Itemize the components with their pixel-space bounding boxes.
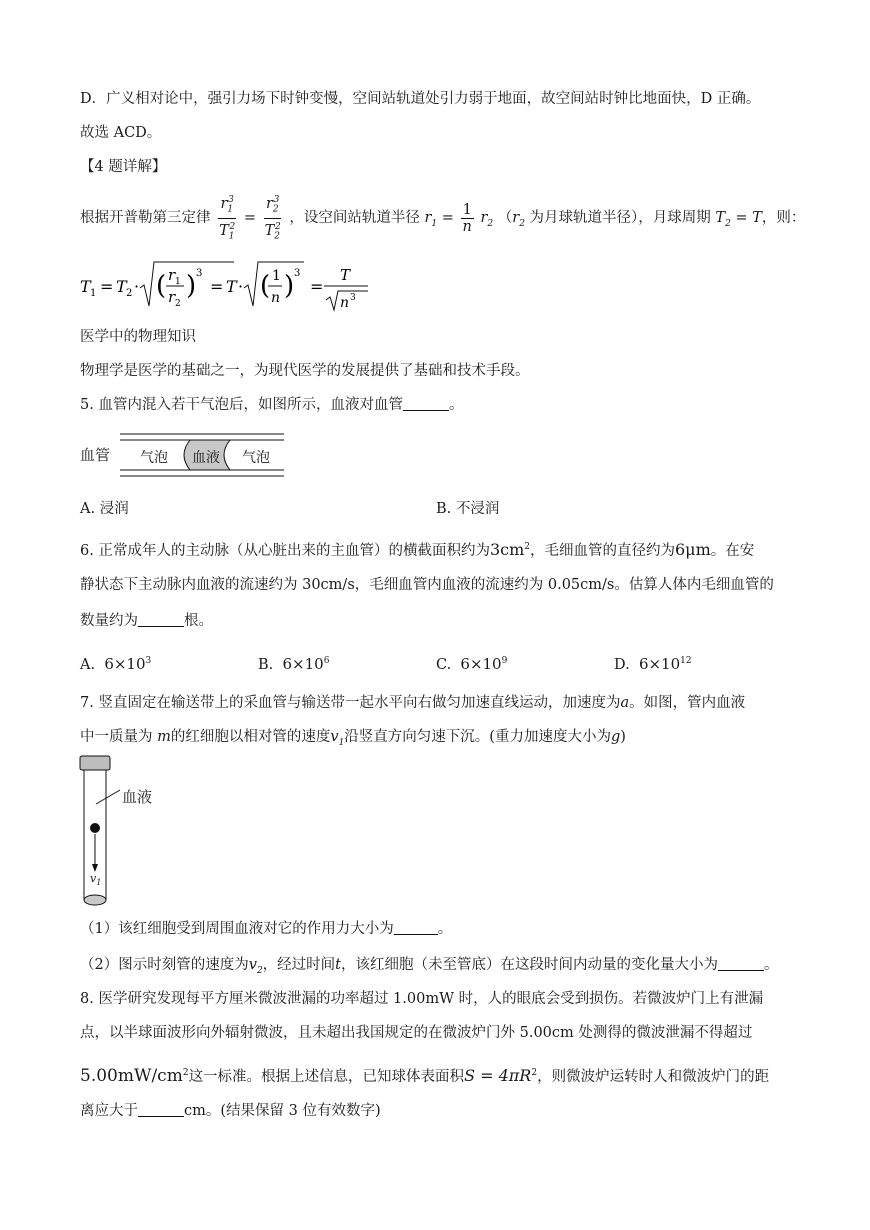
period-formula [78,258,338,318]
q6-option-d: D. $6\times 10^{12}$ [614,654,692,673]
svg-text:(: ( [156,271,167,301]
q7-line1: 7. 竖直固定在输送带上的采血管与输送带一起水平向右做匀加速直线运动，加速度为a。如图，管内血液 [80,695,746,711]
q6-line1: 6. 正常成年人的主动脉（从心脏出来的主血管）的横截面积约为$3cm^2$，毛细血管的直径约为6μm。在安 [80,539,755,559]
kepler-lhs-fraction: $\frac{r_1^3}{T_1^2}$ [217,192,237,244]
svg-text:2: 2 [126,288,133,299]
tube-velocity-label: $v_1$ [90,872,102,888]
svg-text:T: T [340,266,351,284]
q8-line3: $5.00mW/cm^2$这一标准。根据上述信息，已知球体表面积$S = 4\pi R^2$，则微波炉运转时人和微波炉门的距 [80,1065,770,1086]
q4-kepler-line: 根据开普勒第三定律 $\frac{r_1^3}{T_1^2}$ = $\frac{r_2^3}{T_2^2}$ ，设空间站轨道半径 $r_1$ = $\frac{1}{n}$ $r_2$ （$r_2$ 为月球轨道半径），月球周期 $T_2 = T$，则： [80,192,805,244]
svg-text:=: = [100,277,114,296]
svg-text:1: 1 [175,277,181,287]
section-intro: 物理学是医学的基础之一，为现代医学的发展提供了基础和技术手段。 [80,363,530,379]
svg-text:3: 3 [196,268,203,279]
svg-text:r: r [168,266,176,284]
q6-option-b: B. $6\times 10^6$ [258,654,330,673]
svg-text:T: T [116,277,127,296]
svg-text:·: · [238,277,244,296]
svg-text:1: 1 [90,288,97,299]
radius-ratio-fraction: $\frac{1}{n}$ [462,201,472,235]
svg-text:): ) [284,271,295,301]
q7-sub1: （1）该红细胞受到周围血液对它的作用力大小为 。 [80,921,453,937]
answer-text: 故选 ACD。 [80,125,162,141]
q6-option-c: C. $6\times 10^9$ [436,654,508,673]
bubble-left-label: 气泡 [140,450,168,466]
q5-option-a: A. 浸润 [80,501,129,517]
svg-text:n: n [271,290,281,306]
svg-text:): ) [186,271,197,301]
q6-line3: 数量约为 根。 [80,613,213,629]
svg-text:(: ( [260,271,271,301]
option-d-text: D．广义相对论中，强引力场下时钟变慢，空间站轨道处引力弱于地面，故空间站时钟比地面快，D 正确。 [80,91,761,107]
blood-label: 血液 [192,450,220,466]
svg-text:3: 3 [350,293,356,303]
q4-header: 【4 题详解】 [80,159,167,175]
q7-line2: 中一质量为 m的红细胞以相对管的速度$v_1$沿竖直方向匀速下沉。(重力加速度大小为g) [80,729,626,748]
svg-text:n: n [340,295,350,311]
svg-text:·: · [134,277,140,296]
q8-line2: 点，以半球面波形向外辐射微波，且未超出我国规定的在微波炉门外 5.00cm 处测得的微波泄漏不得超过 [80,1025,753,1041]
blood-tube-diagram [76,752,196,912]
q7-sub2: （2）图示时刻管的速度为$v_2$，经过时间t，该红细胞（未至管底）在这段时间内动量的变化量大小为 。 [80,957,779,976]
svg-text:r: r [168,288,176,306]
kepler-rhs-fraction: $\frac{r_2^3}{T_2^2}$ [263,192,283,244]
q5-stem: 5. 血管内混入若干气泡后，如图所示，血液对血管 。 [80,397,464,413]
svg-text:2: 2 [175,299,181,309]
tube-blood-label: 血液 [122,788,153,806]
section-title: 医学中的物理知识 [80,329,196,345]
q8-line4: 离应大于 cm。(结果保留 3 位有效数字) [80,1103,381,1119]
period-formula-result [322,258,382,318]
svg-text:=: = [310,277,324,296]
q6-line2: 静状态下主动脉内血液的流速约为 30cm/s，毛细血管内血液的流速约为 0.05cm/s。估算人体内毛细血管的 [80,577,774,593]
svg-text:T: T [80,277,91,296]
q8-line1: 8. 医学研究发现每平方厘米微波泄漏的功率超过 1.00mW 时，人的眼底会受到损伤。若微波炉门上有泄漏 [80,991,764,1007]
q6-option-a: A. $6\times 10^3$ [80,654,152,673]
svg-text:1: 1 [272,268,281,284]
vessel-label: 血管 [80,446,111,464]
svg-text:3: 3 [294,268,301,279]
svg-text:=: = [210,277,224,296]
q5-option-b: B. 不浸润 [436,501,500,517]
svg-text:T: T [226,277,237,296]
bubble-right-label: 气泡 [242,450,270,466]
